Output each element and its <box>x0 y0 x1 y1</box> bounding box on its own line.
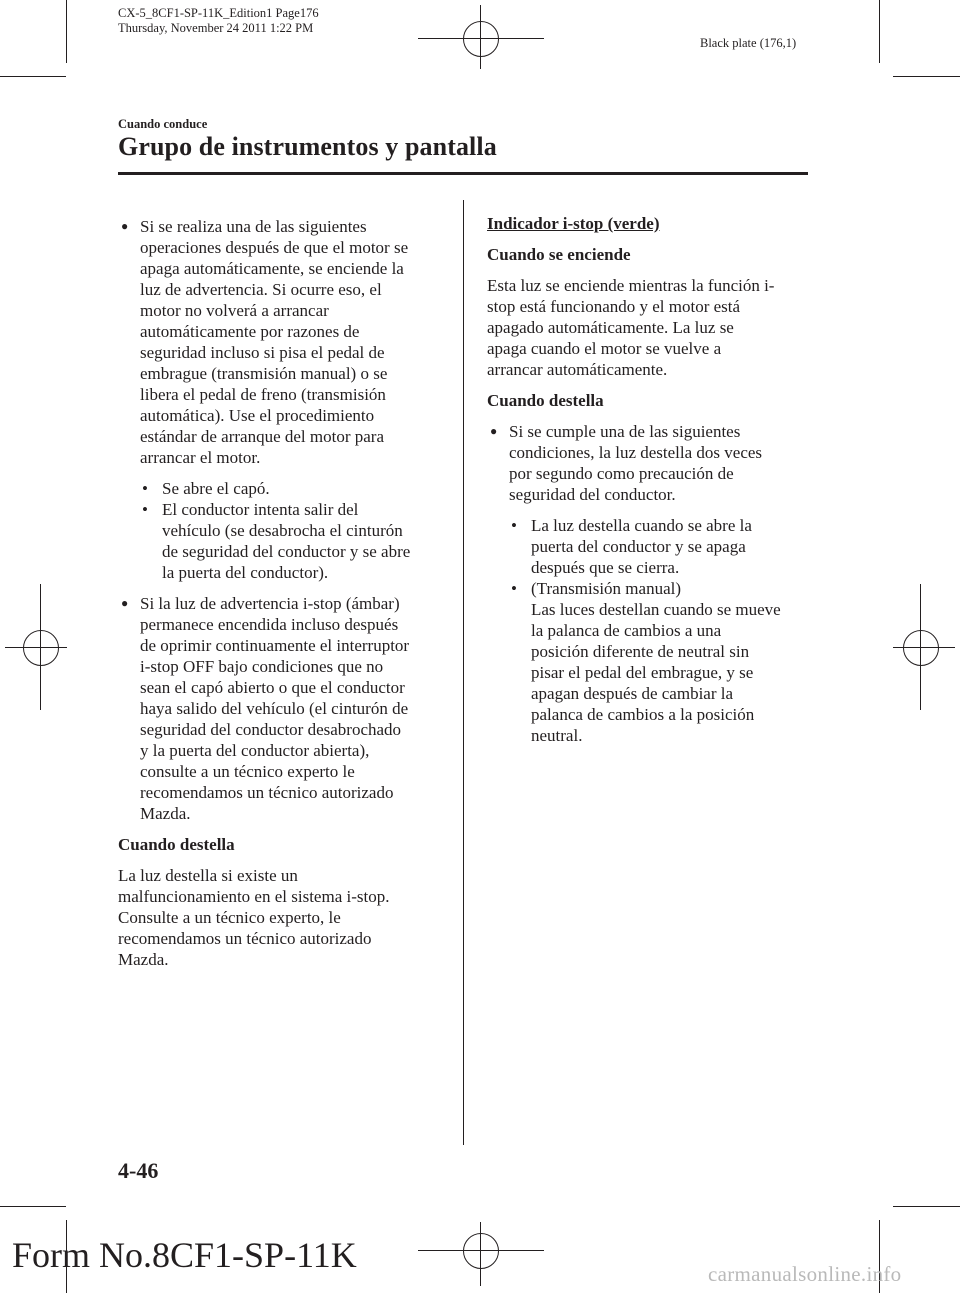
sub-bullet-icon: • <box>142 479 148 498</box>
sub-list <box>487 515 817 746</box>
text-line: La luz destella si existe un <box>118 866 298 885</box>
crop-mark <box>0 1206 66 1207</box>
text-line: haya salido del vehículo (el cinturón de <box>140 699 409 718</box>
paragraph <box>118 865 448 970</box>
text-line: apaga cuando el motor se vuelve a <box>487 339 722 358</box>
bullet-text <box>509 421 817 505</box>
page-number: 4-46 <box>118 1158 159 1183</box>
right-column <box>487 213 817 756</box>
text-line: palanca de cambios a la posición <box>531 705 755 724</box>
text-line: (Transmisión manual) <box>531 579 682 598</box>
bullet-icon: ● <box>121 596 129 610</box>
crop-mark <box>879 0 880 63</box>
indicator-title: Indicador i-stop (verde) <box>487 214 660 233</box>
text-line: i-stop OFF bajo condiciones que no <box>140 657 384 676</box>
sub-bullet-text <box>162 499 448 583</box>
text-line: Mazda. <box>118 950 169 969</box>
bullet-item <box>118 593 448 824</box>
text-line: seguridad del conductor. <box>509 485 676 504</box>
text-line: recomendamos un técnico autorizado <box>140 783 394 802</box>
text-line: puerta del conductor y se apaga <box>531 537 746 556</box>
title-rule <box>118 172 808 175</box>
text-line: Mazda. <box>140 804 191 823</box>
sub-bullet-item <box>487 515 817 578</box>
sub-bullet-item <box>118 478 448 499</box>
text-line: Consulte a un técnico experto, le <box>118 908 341 927</box>
text-line: seguridad del conductor desabrochado <box>140 720 402 739</box>
text-line: embrague (transmisión manual) o se <box>140 364 388 383</box>
sub-bullet-text <box>531 578 817 746</box>
text-line: Las luces destellan cuando se mueve <box>531 600 781 619</box>
text-line: permanece encendida incluso después <box>140 615 399 634</box>
crop-mark <box>0 76 66 77</box>
text-line: después que se cierra. <box>531 558 680 577</box>
text-line: apagado automáticamente. La luz se <box>487 318 734 337</box>
plate-label: Black plate (176,1) <box>700 36 797 50</box>
text-line: apagan después de cambiar la <box>531 684 734 703</box>
form-number: Form No.8CF1-SP-11K <box>12 1235 357 1275</box>
print-file-info: CX-5_8CF1-SP-11K_Edition1 Page176 <box>118 6 319 20</box>
text-line: Si se realiza una de las siguientes <box>140 217 367 236</box>
text-line: automáticamente por razones de <box>140 322 360 341</box>
text-line: consulte a un técnico experto le <box>140 762 355 781</box>
text-line: Se abre el capó. <box>162 479 270 498</box>
print-timestamp: Thursday, November 24 2011 1:22 PM <box>118 21 314 35</box>
registration-circle <box>903 630 939 666</box>
registration-circle <box>23 630 59 666</box>
subheading: Cuando destella <box>487 391 604 410</box>
page-title: Grupo de instrumentos y pantalla <box>118 132 497 161</box>
print-metadata <box>118 6 319 36</box>
registration-circle <box>463 21 499 57</box>
text-line: operaciones después de que el motor se <box>140 238 409 257</box>
sub-bullet-text <box>531 515 817 578</box>
text-line: automática). Use el procedimiento <box>140 406 375 425</box>
crop-mark <box>66 0 67 63</box>
sub-bullet-text <box>162 478 448 499</box>
text-line: recomendamos un técnico autorizado <box>118 929 372 948</box>
text-line: la puerta del conductor). <box>162 563 329 582</box>
text-line: Esta luz se enciende mientras la función i- <box>487 276 775 295</box>
text-line: seguridad incluso si pisa el pedal de <box>140 343 385 362</box>
subheading: Cuando se enciende <box>487 245 631 264</box>
text-line: arrancar automáticamente. <box>487 360 668 379</box>
sub-bullet-icon: • <box>511 579 517 598</box>
bullet-icon: ● <box>490 424 498 438</box>
bullet-icon: ● <box>121 219 129 233</box>
bullet-text <box>140 593 448 824</box>
sub-bullet-icon: • <box>511 516 517 535</box>
watermark: carmanualsonline.info <box>708 1262 902 1286</box>
paragraph <box>487 275 817 380</box>
text-line: El conductor intenta salir del <box>162 500 359 519</box>
crop-mark <box>893 1206 960 1207</box>
text-line: libera el pedal de freno (transmisión <box>140 385 386 404</box>
text-line: luz de advertencia. Si ocurre eso, el <box>140 280 382 299</box>
text-line: Si la luz de advertencia i-stop (ámbar) <box>140 594 400 613</box>
text-line: de oprimir continuamente el interruptor <box>140 636 410 655</box>
text-line: de seguridad del conductor y se abre <box>162 542 411 561</box>
text-line: motor no volverá a arrancar <box>140 301 329 320</box>
sub-list <box>118 478 448 583</box>
text-line: pisar el pedal del embrague, y se <box>531 663 754 682</box>
text-line: La luz destella cuando se abre la <box>531 516 752 535</box>
text-line: Si se cumple una de las siguientes <box>509 422 741 441</box>
bullet-item <box>118 216 448 583</box>
sub-bullet-item <box>118 499 448 583</box>
bullet-text <box>140 216 448 468</box>
text-line: posición diferente de neutral sin <box>531 642 750 661</box>
registration-circle <box>463 1233 499 1269</box>
sub-bullet-item <box>487 578 817 746</box>
column-divider <box>463 200 464 1145</box>
text-line: malfuncionamiento en el sistema i-stop. <box>118 887 390 906</box>
text-line: la palanca de cambios a una <box>531 621 722 640</box>
crop-mark <box>893 76 960 77</box>
text-line: sean el capó abierto o que el conductor <box>140 678 405 697</box>
sub-bullet-icon: • <box>142 500 148 519</box>
text-line: neutral. <box>531 726 583 745</box>
text-line: apaga automáticamente, se enciende la <box>140 259 404 278</box>
text-line: y la puerta del conductor abierta), <box>140 741 370 760</box>
text-line: estándar de arranque del motor para <box>140 427 385 446</box>
text-line: por segundo como precaución de <box>509 464 734 483</box>
text-line: arrancar el motor. <box>140 448 261 467</box>
left-column <box>118 216 448 980</box>
text-line: vehículo (se desabrocha el cinturón <box>162 521 403 540</box>
text-line: condiciones, la luz destella dos veces <box>509 443 763 462</box>
section-label: Cuando conduce <box>118 117 208 131</box>
text-line: stop está funcionando y el motor está <box>487 297 741 316</box>
subheading: Cuando destella <box>118 835 235 854</box>
bullet-item <box>487 421 817 746</box>
